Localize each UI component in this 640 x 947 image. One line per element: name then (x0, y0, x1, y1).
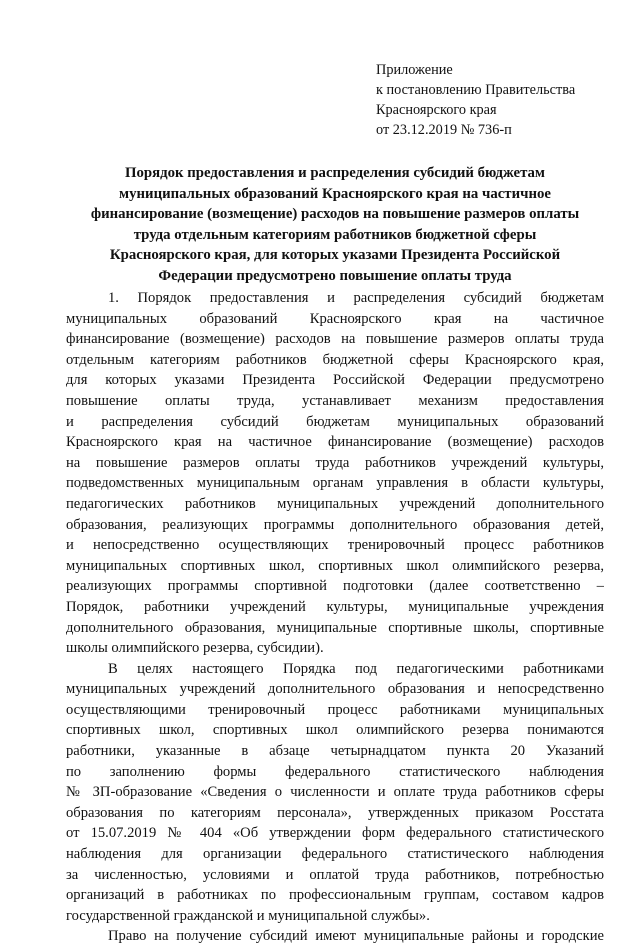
appendix-header (376, 60, 575, 140)
title-line: финансирование (возмещение) расходов на повышение размеров оплаты (90, 206, 580, 223)
body-line: государственной гражданской и муниципальной службы». (66, 907, 430, 924)
body-line: дополнительного образования, муниципальные спортивные школы, спортивные (66, 619, 604, 636)
document-body (66, 288, 604, 947)
body-line: Право на получение субсидий имеют муниципальные районы и городские (108, 928, 604, 945)
body-line: Порядок, работники учреждений культуры, муниципальные учреждения (66, 598, 604, 615)
body-line: по заполнению формы федерального статистического наблюдения (66, 763, 604, 780)
body-line: организаций в работниках по профессиональным группам, составом кадров (66, 887, 604, 904)
body-line: подведомственных муниципальным органам управления в области культуры, (66, 475, 604, 492)
body-line: финансирование (возмещение) расходов на повышение размеров оплаты труда (66, 331, 604, 348)
appendix-line: Приложение (376, 62, 453, 78)
body-line: педагогических работников муниципальных учреждений дополнительного (66, 495, 604, 512)
appendix-line: от 23.12.2019 № 736-п (376, 122, 512, 138)
title-line: муниципальных образований Красноярского края на частичное (119, 185, 551, 202)
body-line: и непосредственно осуществляющих тренировочный процесс работников (66, 537, 604, 554)
body-line: для которых указами Президента Российской Федерации предусмотрено (66, 372, 604, 389)
body-line: муниципальных учреждений дополнительного образования и непосредственно (66, 681, 604, 698)
document-title (66, 163, 604, 287)
title-line: Федерации предусмотрено повышение оплаты труда (158, 267, 512, 284)
title-line: труда отдельным категориям работников бюджетной сферы (133, 226, 537, 243)
appendix-line: к постановлению Правительства (376, 82, 576, 98)
appendix-line: Красноярского края (376, 102, 497, 118)
body-line: Красноярского края на частичное финансирование (возмещение) расходов (66, 434, 604, 451)
body-line: 1. Порядок предоставления и распределения субсидий бюджетам (108, 290, 604, 306)
body-line: повышение оплаты труда, устанавливает механизм предоставления (66, 392, 604, 409)
body-line: школы олимпийского резерва, субсидии). (66, 640, 324, 657)
body-line: В целях настоящего Порядка под педагогическими работниками (108, 660, 604, 677)
body-line: муниципальных образований Красноярского края на частичное (66, 310, 604, 327)
body-line: образования по категориям персонала», утвержденных приказом Росстата (66, 804, 604, 821)
title-line: Порядок предоставления и распределения субсидий бюджетам (125, 165, 545, 181)
title-line: Красноярского края, для которых указами Президента Российской (109, 247, 561, 264)
body-line: наблюдения для организации федерального статистического наблюдения (66, 846, 604, 863)
body-line: образования, реализующих программы дополнительного образования детей, (66, 516, 604, 533)
body-line: спортивных школ, спортивных школ олимпийского резерва понимаются (66, 722, 604, 739)
body-line: осуществляющими тренировочный процесс работниками муниципальных (66, 701, 604, 718)
body-line: и распределения субсидий бюджетам муниципальных образований (66, 413, 604, 430)
body-line: работники, указанные в абзаце четырнадцатом пункта 20 Указаний (66, 743, 604, 760)
body-line: за численностью, условиями и оплатой труда работников, потребностью (66, 866, 604, 883)
body-line: муниципальных спортивных школ, спортивных школ олимпийского резерва, (66, 557, 604, 574)
body-line: на повышение размеров оплаты труда работников учреждений культуры, (66, 454, 604, 471)
body-line: от 15.07.2019 № 404 «Об утверждении форм федерального статистического (66, 825, 604, 842)
body-line: реализующих программы спортивной подготовки (далее соответственно – (66, 578, 604, 595)
body-line: № ЗП-образование «Сведения о численности и оплате труда работников сферы (66, 784, 604, 801)
body-line: отдельным категориям работников бюджетной сферы Красноярского края, (66, 351, 604, 368)
